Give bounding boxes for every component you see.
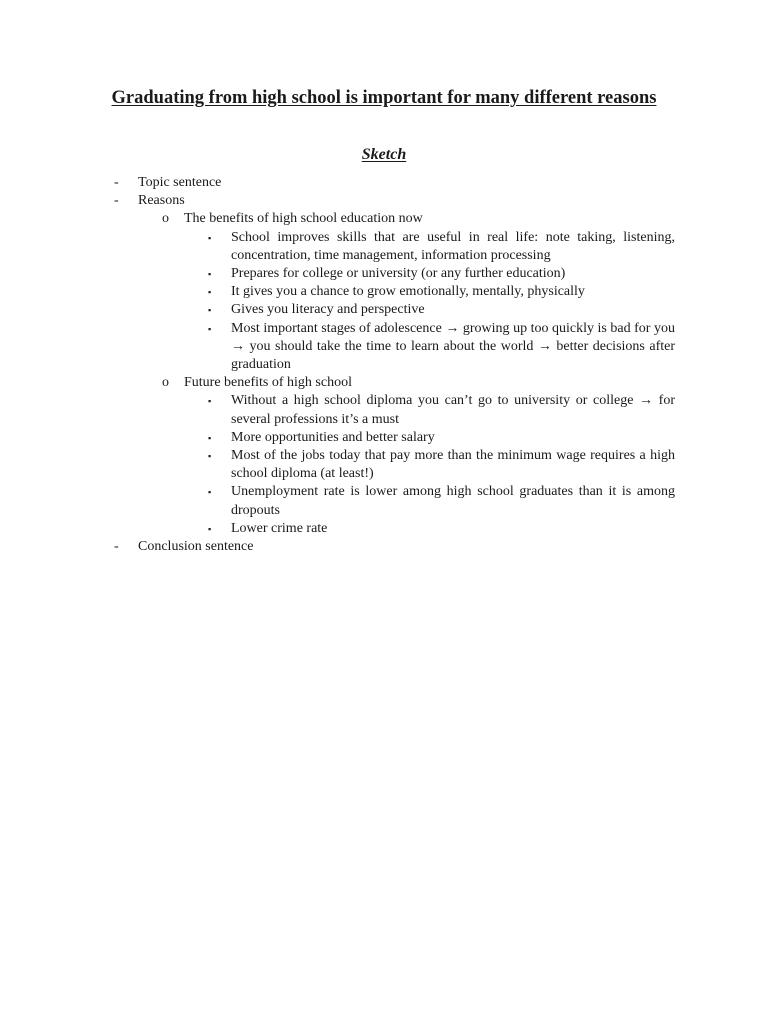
outline-item-reasons xyxy=(0,192,675,210)
outline-item-conclusion-sentence xyxy=(0,538,675,556)
outline-point xyxy=(0,229,675,265)
outline-point-text: Most important stages of adolescence → growing up too quickly is bad for you → you should take the time to learn about the world → better decisions after graduation xyxy=(231,320,675,373)
outline-point xyxy=(0,392,675,428)
document-title: Graduating from high school is important for many different reasons xyxy=(111,88,657,108)
outline-point xyxy=(0,520,675,538)
dash-bullet: - xyxy=(114,175,119,190)
square-bullet: ▪ xyxy=(208,287,212,298)
outline-point-text: Lower crime rate xyxy=(231,520,328,536)
dash-bullet: - xyxy=(114,193,119,209)
outline-point-text: Prepares for college or university (or any further education) xyxy=(231,266,566,282)
square-bullet: ▪ xyxy=(208,305,212,316)
square-bullet: ▪ xyxy=(208,432,212,443)
outline-point-text: School improves skills that are useful in real life: note taking, listening, concentration, time management, information processing xyxy=(231,229,675,263)
document-subtitle: Sketch xyxy=(361,146,407,163)
dash-bullet: - xyxy=(114,539,119,555)
square-bullet: ▪ xyxy=(208,232,212,243)
outline-subitem-text: Future benefits of high school xyxy=(184,375,352,391)
outline-point-text: It gives you a chance to grow emotionally, mentally, physically xyxy=(231,284,585,300)
outline-point-text: More opportunities and better salary xyxy=(231,429,435,445)
outline-point xyxy=(0,320,675,375)
square-bullet: ▪ xyxy=(208,396,212,407)
outline-item-text: Topic sentence xyxy=(138,175,222,190)
outline-point-text: Without a high school diploma you can’t go to university or college → for several professions it’s a must xyxy=(231,393,675,427)
outline-point xyxy=(0,283,675,301)
circle-bullet: o xyxy=(162,211,169,227)
outline-item-topic-sentence xyxy=(0,174,675,192)
square-bullet: ▪ xyxy=(208,269,212,280)
outline-point xyxy=(0,265,675,283)
outline-subitem-future-benefits xyxy=(0,374,675,392)
outline-point xyxy=(0,301,675,319)
outline-point-text: Gives you literacy and perspective xyxy=(231,302,425,318)
square-bullet: ▪ xyxy=(208,523,212,534)
outline-point xyxy=(0,483,675,519)
outline-subitem-benefits-now xyxy=(0,210,675,228)
square-bullet: ▪ xyxy=(208,487,212,498)
outline-list xyxy=(0,174,768,556)
outline-point xyxy=(0,429,675,447)
outline-subitem-text: The benefits of high school education now xyxy=(184,211,423,227)
outline-item-text: Conclusion sentence xyxy=(138,539,254,555)
outline-item-text: Reasons xyxy=(138,193,185,209)
square-bullet: ▪ xyxy=(208,323,212,334)
outline-point xyxy=(0,447,675,483)
outline-point-text: Most of the jobs today that pay more than the minimum wage requires a high school diploma (at least!) xyxy=(231,448,675,482)
square-bullet: ▪ xyxy=(208,451,212,462)
outline-point-text: Unemployment rate is lower among high school graduates than it is among dropouts xyxy=(231,484,675,518)
circle-bullet: o xyxy=(162,375,169,391)
